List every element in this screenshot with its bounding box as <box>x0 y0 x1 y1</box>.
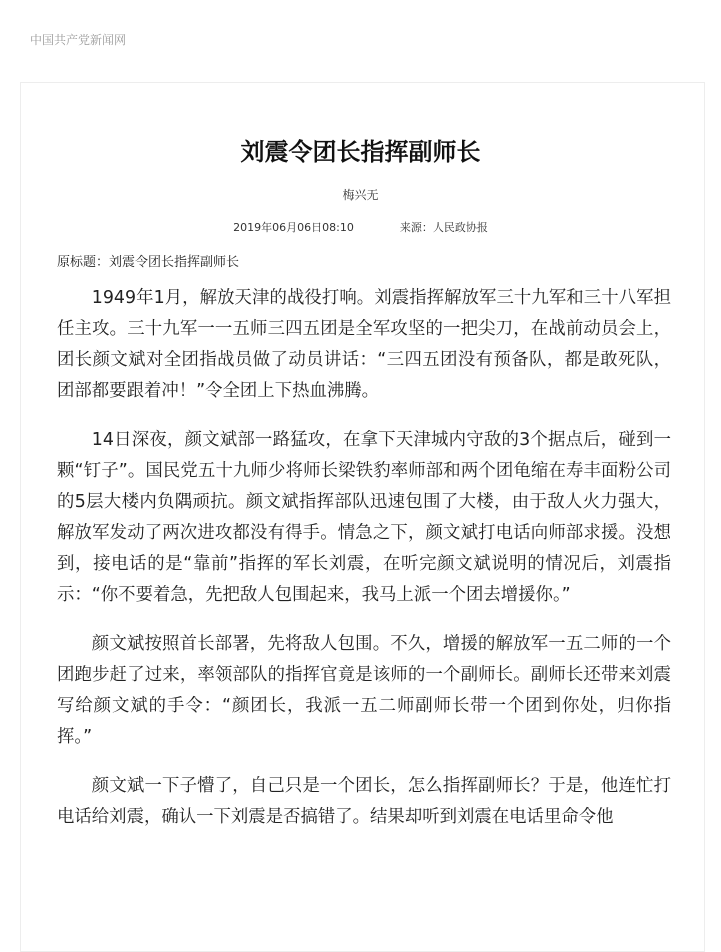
article-paragraph: 14日深夜，颜文斌部一路猛攻，在拿下天津城内守敌的3个据点后，碰到一颗“钉子”。国民党五十九师少将师长梁铁豹率师部和两个团龟缩在寿丰面粉公司的5层大楼内负隅顽抗。颜文斌指挥部队迅速包围了大楼，由于敌人火力强大，解放军发动了两次进攻都没有得手。情急之下，颜文斌打电话向师部求援。没想到，接电话的是“靠前”指挥的军长刘震，在听完颜文斌说明的情况后，刘震指示：“你不要着急，先把敌人包围起来，我马上派一个团去增援你。” <box>57 430 671 605</box>
original-title: 原标题：刘震令团长指挥副师长 <box>57 255 240 270</box>
article-paragraph: 颜文斌按照首长部署，先将敌人包围。不久，增援的解放军一五二师的一个团跑步赶了过来，率领部队的指挥官竟是该师的一个副师长。副师长还带来刘震写给颜文斌的手令：“颜团长，我派一五二师副师长带一个团到你处，归你指挥。” <box>57 634 671 747</box>
article-body <box>57 283 671 851</box>
article-datetime: 2019年06月06日08:10 <box>233 221 354 234</box>
article-paragraph: 1949年1月，解放天津的战役打响。刘震指挥解放军三十九军和三十八军担任主攻。三十九军一一五师三四五团是全军攻坚的一把尖刀，在战前动员会上，团长颜文斌对全团指战员做了动员讲话：“三四五团没有预备队，都是敢死队，团部都要跟着冲！”令全团上下热血沸腾。 <box>57 288 671 401</box>
article-source: 来源：人民政协报 <box>399 221 488 234</box>
article-author: 梅兴无 <box>342 188 379 202</box>
article-meta <box>0 219 721 235</box>
article-paragraph: 颜文斌一下子懵了，自己只是一个团长，怎么指挥副师长？于是，他连忙打电话给刘震，确认一下刘震是否搞错了。结果却听到刘震在电话里命令他 <box>57 776 671 827</box>
article-title: 刘震令团长指挥副师长 <box>240 138 481 166</box>
site-name[interactable]: 中国共产党新闻网 <box>30 33 127 47</box>
